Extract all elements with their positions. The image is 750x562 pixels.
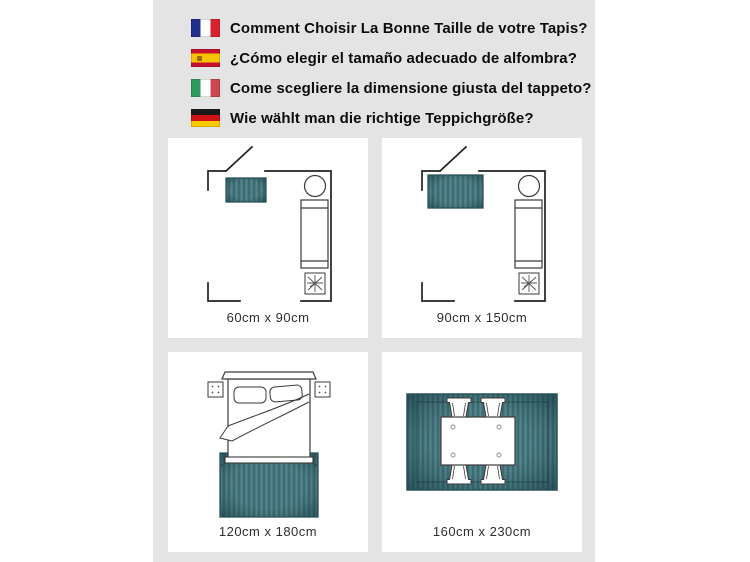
title-row-spanish xyxy=(191,49,595,67)
size-label-90x150: 90cm x 150cm xyxy=(436,310,528,325)
spain-emblem xyxy=(197,56,202,61)
germany-flag-icon xyxy=(191,109,220,127)
france-flag-icon xyxy=(191,19,220,37)
door-swing-icon xyxy=(226,147,252,171)
dining-table-icon xyxy=(441,417,515,465)
bed-icon xyxy=(301,200,328,268)
headboard xyxy=(222,372,316,379)
floorplan-small-rug-graphic xyxy=(168,138,368,338)
panel-rug-60x90 xyxy=(168,138,368,338)
bed-icon xyxy=(220,372,317,466)
footboard xyxy=(225,457,313,463)
multilingual-title-block xyxy=(153,0,595,127)
bed-icon xyxy=(515,200,542,268)
title-spanish: ¿Cómo elegir el tamaño adecuado de alfombra? xyxy=(230,49,577,67)
title-italian: Come scegliere la dimensione giusta del tappeto? xyxy=(230,79,592,97)
rug-size-grid xyxy=(168,138,582,552)
size-label-60x90: 60cm x 90cm xyxy=(226,310,310,325)
side-table-icon xyxy=(305,176,326,197)
bed-rug-graphic xyxy=(168,352,368,552)
panel-rug-160x230 xyxy=(382,352,582,552)
title-row-french xyxy=(191,19,595,37)
spain-flag-icon xyxy=(191,49,220,67)
pillow xyxy=(234,387,266,403)
panel-rug-120x180 xyxy=(168,352,368,552)
rug-icon xyxy=(226,178,266,202)
nightstand-left-icon xyxy=(208,382,223,397)
plant-icon xyxy=(305,273,325,294)
dining-rug-graphic xyxy=(382,352,582,552)
size-label-120x180: 120cm x 180cm xyxy=(218,524,318,539)
plant-icon xyxy=(519,273,539,294)
title-german: Wie wählt man die richtige Teppichgröße? xyxy=(230,109,534,127)
title-row-german xyxy=(191,109,595,127)
italy-flag-icon xyxy=(191,79,220,97)
rug-icon xyxy=(428,175,483,208)
title-row-italian xyxy=(191,79,595,97)
content-column xyxy=(153,0,595,562)
side-table-icon xyxy=(519,176,540,197)
nightstand-right-icon xyxy=(315,382,330,397)
floorplan-large-rug-graphic xyxy=(382,138,582,338)
title-french: Comment Choisir La Bonne Taille de votre Tapis? xyxy=(230,19,588,37)
door-swing-icon xyxy=(440,147,466,171)
size-label-160x230: 160cm x 230cm xyxy=(432,524,532,539)
panel-rug-90x150 xyxy=(382,138,582,338)
pillow xyxy=(269,385,302,403)
